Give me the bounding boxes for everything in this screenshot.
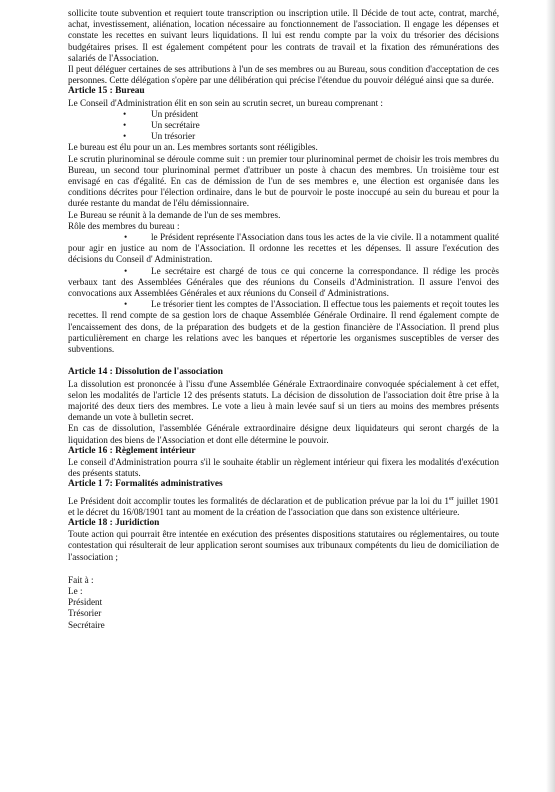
article-15-paragraph-2: Le bureau est élu pour un an. Les membres sortants sont rééligibles.: [68, 142, 318, 153]
article-15-paragraph-3: Le scrutin plurinominal se déroule comme suit : un premier tour plurinominal permet de choisir les trois membres du Bureau, un second tour plurinominal permet d'attribuer un poste à chacun des membres. Un troisième tour est envisagé en cas d'égalité. En cas de démission de l'un de ses membres e, une élection est organisée dans les conditions décrites pour l'élection ordinaire, dans le but de pourvoir le poste inoccupé au sein du bureau et pour la durée restante du mandat de l'élu démissionnaire.: [68, 153, 499, 209]
role-secretaire: [68, 266, 499, 300]
role-text: le Président représente l'Association dans tous les actes de la vie civile. Il a notamment qualité pour agir en justice au nom de l'Association. Il ordonne les recettes et les dépenses. Il assure l'exécution des décisions du Conseil d' Administration.: [68, 232, 499, 265]
list-item: • Un secrétaire: [123, 120, 499, 131]
article-16-title: Article 16 : Règlement intérieur: [68, 445, 196, 456]
signature-block: [68, 575, 499, 631]
article-15-paragraph-5: Rôle des membres du bureau :: [68, 220, 180, 231]
article-18-paragraph-1: Toute action qui pourrait être intentée en exécution des présentes dispositions statutaires ou réglementaires, ou toute contestation qui résulterait de leur application seront soumises aux tribunaux compétents du lieu de domiciliation de l'association ;: [68, 529, 499, 562]
article-15-paragraph-1: Le Conseil d'Administration élit en son sein au scrutin secret, un bureau comprenant :: [68, 97, 383, 108]
role-text: Le secrétaire est chargé de tous ce qui concerne la correspondance. Il rédige les procès verbaux tant des Assemblées Générales que des réunions du Conseils d'Administration. Il assure l'envoi des convocations aux Assemblées Générales et aux réunions du Conseil d' Administrations.: [68, 265, 499, 299]
article-17-text-b: juillet 1901 et le décret du 16/08/1901 tant au moment de la création de l'association que dans son existence ultérieure.: [68, 495, 499, 517]
bureau-members-list: [68, 109, 499, 143]
article-15-title: Article 15 : Bureau: [68, 86, 145, 97]
article-17-paragraph-1: [68, 496, 499, 518]
intro-paragraph-2: Il peut déléguer certaines de ses attributions à l'un de ses membres ou au Bureau, sous condition d'acceptation de ces personnes. Cette délégation s'opère par une délibération qui précise l'étendue du pouvoir délégué ainsi que sa durée.: [68, 64, 499, 86]
article-14-title: Article 14 : Dissolution de l'association: [68, 367, 223, 378]
role-text: Le trésorier tient les comptes de l'Association. Il effectue tous les paiements et reçoit toutes les recettes. Il rend compte de sa gestion lors de chaque Assemblée Générale Ordinaire. Il rend également compte de l'encaissement des dons, de la préparation des budgets et de la gestion financière de l'Association. Il prend plus particulièrement en charge les relations avec les banques et répertorie les organismes susceptibles de verser des subventions.: [68, 299, 499, 355]
page-edge-shadow: [546, 0, 555, 792]
bullet-icon: •: [124, 299, 128, 310]
list-item: • Un trésorier: [123, 131, 499, 142]
article-17-text-a: Le Président doit accomplir toutes les formalités de déclaration et de publication prévue par la loi du 1: [68, 495, 449, 506]
president-label: Président: [68, 597, 103, 608]
bullet-icon: •: [124, 265, 128, 276]
fait-label: Fait à :: [68, 574, 94, 585]
article-18-title: Article 18 : Juridiction: [68, 517, 160, 528]
article-14-paragraph-1: La dissolution est prononcée à l'issu d'une Assemblée Générale Extraordinaire convoquée spécialement à cet effet, selon les modalités de l'article 12 des présents statuts. La décision de dissolution de l'association doit être prise à la majorité des deux tiers des membres. Le vote a lieu à main levée sauf si un tiers au moins des membres présents demande un vote à bulletin secret.: [68, 378, 499, 423]
article-14-paragraph-2: En cas de dissolution, l'assemblée Générale extraordinaire désigne deux liquidateurs qui seront chargés de la liquidation des biens de l'Association et dont elle détermine le pouvoir.: [68, 423, 499, 445]
role-president: [68, 232, 499, 266]
list-item: • Un président: [123, 109, 499, 120]
article-17-title: Article 1 7: Formalités administratives: [68, 479, 223, 490]
role-tresorier: [68, 299, 499, 355]
ordinal-superscript: er: [448, 494, 455, 502]
tresorier-label: Trésorier: [68, 608, 102, 619]
article-16-paragraph-1: Le conseil d'Administration pourra s'il le souhaite établir un règlement intérieur qui fixera les modalités d'exécution des présents statuts.: [68, 456, 499, 479]
intro-paragraph-1: sollicite toute subvention et requiert toute transcription ou inscription utile. Il Décide de tout acte, contrat, marché, achat, investissement, aliénation, location nécessaire au fonctionnement de l'association. Il engage les dépenses et constate les recettes en suivant leurs liquidations. Il lui est rendu compte par la voix du trésorier des décisions budgétaires prises. Il est également compétent pour les contrats de travail et la fixation des rémunérations des salariés de l'Association.: [68, 8, 499, 63]
article-15-paragraph-4: Le Bureau se réunit à la demande de l'un de ses membres.: [68, 209, 281, 220]
secretaire-label: Secrétaire: [68, 619, 105, 630]
date-label: Le :: [68, 585, 83, 596]
bullet-icon: •: [124, 232, 128, 243]
